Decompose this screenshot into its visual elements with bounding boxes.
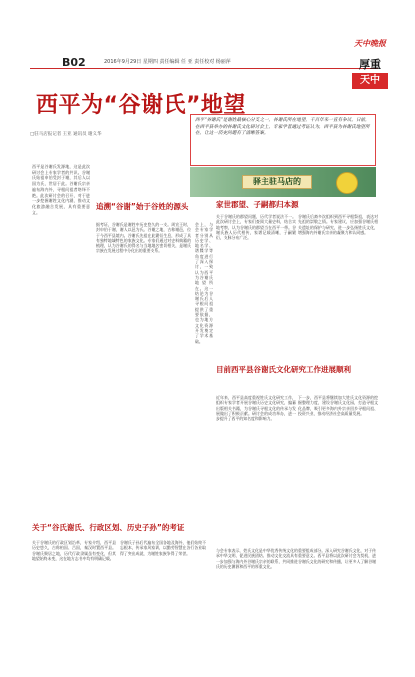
section-4-text-a: 关于谷谢氏的行政区划沿革，专家介绍，西平县历史悠久，古称柏国、吕国，秦汉时置西平县。谷谢氏聚居之地，历代行政隶属虽有变化，但其地望始终未变，这在地方志书中均有明确记载。	[32, 540, 116, 561]
section-3-text-b: 下一步，西平县将继续加大姓氏文化资源的挖掘整理力度，建设谷谢氏文化园，打造寻根文化品牌，吸引更多海内外宗亲回乡寻根问祖、投资兴业，推动经济社会高质量发展。	[298, 395, 378, 416]
section-1-text-a: 据考证，谷谢氏是谢姓中历史悠久的一支。周宣王时，封申伯于谢，谢人以邑为氏。谷谢之地，古称谢邑，位于今西平县境内。谷谢氏先祖在此繁衍生息，形成了具有独特地域特色的家族文化。专家们通过对史料典籍的梳理，认为谷谢氏的得名与当地地名密切相关，是谢氏宗族在发展过程中分化出的重要支系。	[96, 222, 191, 254]
article-photo	[190, 167, 376, 197]
newspaper-logo: 天中晚报	[354, 38, 386, 48]
section-2-text-b: 谷谢氏后裔多次组织到西平寻根祭祖，表达对先祖的崇敬之情。专家建议，应加强谷谢氏相关遗址的保护与研究，进一步弘扬姓氏文化，增强海内外谢氏宗亲的凝聚力和认同感。	[298, 214, 378, 235]
section-heading-1: 追溯“谷谢”始于谷姓的源头	[96, 202, 189, 211]
section-title-top: 厚重	[359, 58, 381, 71]
section-heading-2: 家世郡望、子嗣都归本源	[216, 200, 299, 209]
lead-box	[190, 114, 376, 166]
photo-caption-badge: 驿主驻马店的	[242, 175, 312, 189]
section-3-text-a: 近年来，西平县高度重视姓氏文化研究工作，组织专家学者开展谷谢氏历史文化研究，编纂出版相关书籍，为谷谢氏寻根文化的传承与发展做出了积极贡献。研讨会的成功举办，进一步提升了西平的知名度和影响力。	[216, 395, 296, 422]
section-2-text-a: 关于谷谢氏的郡望问题，历代学者说法不一。此次研讨会上，专家们查阅大量史料，结合实地考察，认为谷谢氏的郡望当在西平一带。谷谢氏族人历代相传，家谱记载清晰，子嗣繁衍，支脉分布广泛。	[216, 214, 296, 241]
intro-text: 西平是谷谢氏发源地，这是此次研讨会上专家学者的共识。谷谢氏始祖申伯受封于谢，其后人以国为氏，世居于此。谷谢氏宗亲遍布海内外，寻根问祖者络绎不绝。此次研讨会的召开，对于进一步挖掘谢姓文化内涵，推动文化旅游融合发展，具有重要意义。	[32, 164, 90, 215]
section-4-text-b: 谷谢氏子孙后代遍布全国各地及海外，他们始终不忘根本，传承家风家训，以勤劳智慧在各行各业取得了突出成就，为谢姓家族争得了荣誉。	[120, 540, 206, 556]
headline: 西平为“谷谢氏”地望	[36, 93, 246, 118]
section-heading-4: 关于“谷氏谢氏、行政区划、历史子孙”的考证	[32, 523, 185, 532]
byline: □驻马店报记者 王亚 通讯员 谢义华	[30, 132, 102, 137]
section-1-text-b: 会上，与会专家学者分别从历史学、地名学、谱牒学等角度进行了深入探讨，一致认为西平为谷谢氏地望所在。这一结论为谷谢氏后人寻根问祖提供了重要依据，也为地方文化资源开发奠定了学术基础。	[195, 222, 213, 344]
section-title-badge: 天中	[352, 73, 388, 89]
section-heading-3: 目前西平县谷谢氏文化研究工作进展顺利	[216, 365, 351, 374]
page-number: B02	[62, 56, 86, 69]
page-meta: 2016年9月29日 星期四 责任编辑 任 亚 责任校对 杨丽萍	[104, 59, 231, 65]
section-4-text-c: 与会专家表示，姓氏文化是中华优秀传统文化的重要组成部分。深入研究谷谢氏文化，对于传承中华文明、促进民族团结、推动文化交流具有重要意义。西平县将以此次研讨会为契机，进一步加强与海内外谷谢氏宗亲的联系，共同推进谷谢氏文化的研究和传播，让更多人了解谷谢氏的历史渊源和西平的厚重文化。	[216, 548, 376, 569]
logo-seal-icon	[336, 172, 358, 194]
intro-column	[32, 164, 90, 370]
lead-text: 西平“谷谢氏”是谢姓最核心分支之一，谷谢氏所在地望，千百年来一直有争议。日前，在西平县举办的谷谢氏文化研讨会上，专家学者通过考证认为，西平县为谷谢氏地望所在，让这一历史问题有了清晰答案。	[195, 118, 370, 137]
